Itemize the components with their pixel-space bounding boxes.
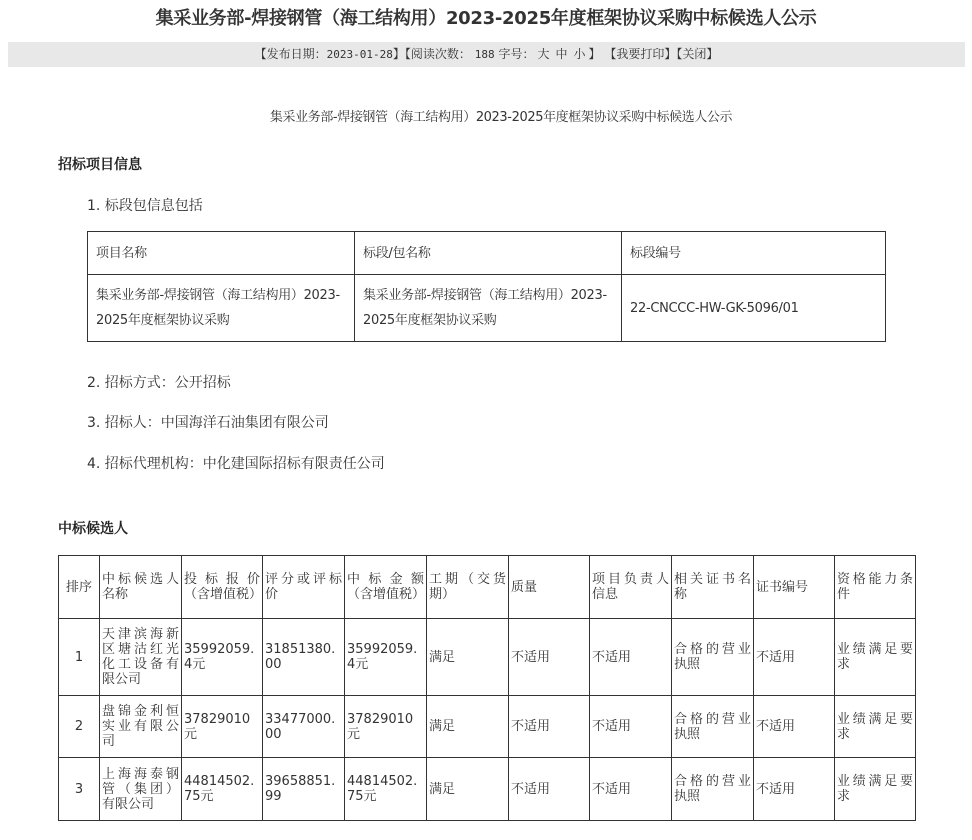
header-lot-name: 标段/包名称 [355,232,622,275]
cell-project-lead: 不适用 [590,758,672,821]
cell-certificate-number: 不适用 [754,758,835,821]
header-rank: 排序 [59,556,100,619]
meta-bar [8,42,965,67]
cell-lot-number: 22-CNCCC-HW-GK-5096/01 [622,275,886,342]
cell-score: 31851380.00 [263,619,345,696]
cell-project-lead: 不适用 [590,619,672,696]
cell-bid-price: 37829010元 [182,696,263,758]
cell-qualification: 业绩满足要求 [835,619,916,696]
cell-award-amount: 35992059.4元 [345,619,427,696]
header-project-name: 项目名称 [88,232,355,275]
lot-info-table [87,231,886,342]
publish-date: 2023-01-28 [326,48,393,61]
header-bid-price: 投标报价（含增值税） [182,556,263,619]
cell-qualification: 业绩满足要求 [835,696,916,758]
cell-delivery: 满足 [427,696,509,758]
close-link[interactable]: 【关闭】 [676,47,719,61]
table-row [59,696,916,758]
cell-certificate-name: 合格的营业执照 [672,696,754,758]
cell-quality: 不适用 [509,758,590,821]
cell-certificate-number: 不适用 [754,619,835,696]
cell-delivery: 满足 [427,619,509,696]
cell-project-lead: 不适用 [590,696,672,758]
header-score: 评分或评标价 [263,556,345,619]
cell-rank: 3 [59,758,100,821]
section-heading-candidates: 中标候选人 [58,521,128,537]
header-certificate-name: 相关证书名称 [672,556,754,619]
cell-certificate-number: 不适用 [754,696,835,758]
cell-quality: 不适用 [509,696,590,758]
cell-award-amount: 37829010元 [345,696,427,758]
header-award-amount: 中标金额（含增值税） [345,556,427,619]
item-tenderer: 3. 招标人：中国海洋石油集团有限公司 [87,415,329,431]
cell-qualification: 业绩满足要求 [835,758,916,821]
header-project-lead: 项目负责人信息 [590,556,672,619]
table-header-row [59,556,916,619]
font-size-medium-link[interactable]: 中 [555,47,568,61]
cell-project-name: 集采业务部-焊接钢管（海工结构用）2023-2025年度框架协议采购 [88,275,355,342]
publish-date-label: 【发布日期： [254,47,327,61]
section-heading-project-info: 招标项目信息 [58,157,142,173]
item-lot-info: 1. 标段包信息包括 [87,198,203,214]
cell-score: 39658851.99 [263,758,345,821]
item-agency: 4. 招标代理机构：中化建国际招标有限责任公司 [87,456,385,472]
cell-certificate-name: 合格的营业执照 [672,758,754,821]
views-label: 【阅读次数： [404,47,471,61]
font-size-large-link[interactable]: 大 [537,47,550,61]
cell-rank: 1 [59,619,100,696]
cell-candidate-name: 上海海泰钢管（集团）有限公司 [100,758,182,821]
cell-delivery: 满足 [427,758,509,821]
print-link[interactable]: 【我要打印】 [604,47,677,61]
font-size-small-link[interactable]: 小 [573,47,586,61]
cell-award-amount: 44814502.75元 [345,758,427,821]
cell-candidate-name: 天津滨海新区塘沽红光化工设备有限公司 [100,619,182,696]
cell-certificate-name: 合格的营业执照 [672,619,754,696]
views-count: 188 [474,48,495,61]
cell-candidate-name: 盘锦金利恒实业有限公司 [100,696,182,758]
item-bid-method: 2. 招标方式：公开招标 [87,375,231,391]
page-title: 集采业务部-焊接钢管（海工结构用）2023-2025年度框架协议采购中标候选人公示 [155,8,817,29]
header-candidate-name: 中标候选人名称 [100,556,182,619]
header-certificate-number: 证书编号 [754,556,835,619]
article-subtitle: 集采业务部-焊接钢管（海工结构用）2023-2025年度框架协议采购中标候选人公示 [269,110,733,125]
header-lot-number: 标段编号 [622,232,886,275]
table-row [59,758,916,821]
font-size-label: 字号： [498,47,535,61]
cell-lot-name: 集采业务部-焊接钢管（海工结构用）2023-2025年度框架协议采购 [355,275,622,342]
bracket-close: 】 [392,47,405,61]
header-quality: 质量 [509,556,590,619]
cell-score: 33477000.00 [263,696,345,758]
bracket-close: 】 [588,47,601,61]
cell-bid-price: 35992059.4元 [182,619,263,696]
candidates-table [58,555,916,821]
cell-quality: 不适用 [509,619,590,696]
header-delivery: 工期（交货期） [427,556,509,619]
table-row [59,619,916,696]
cell-bid-price: 44814502.75元 [182,758,263,821]
header-qualification: 资格能力条件 [835,556,916,619]
cell-rank: 2 [59,696,100,758]
